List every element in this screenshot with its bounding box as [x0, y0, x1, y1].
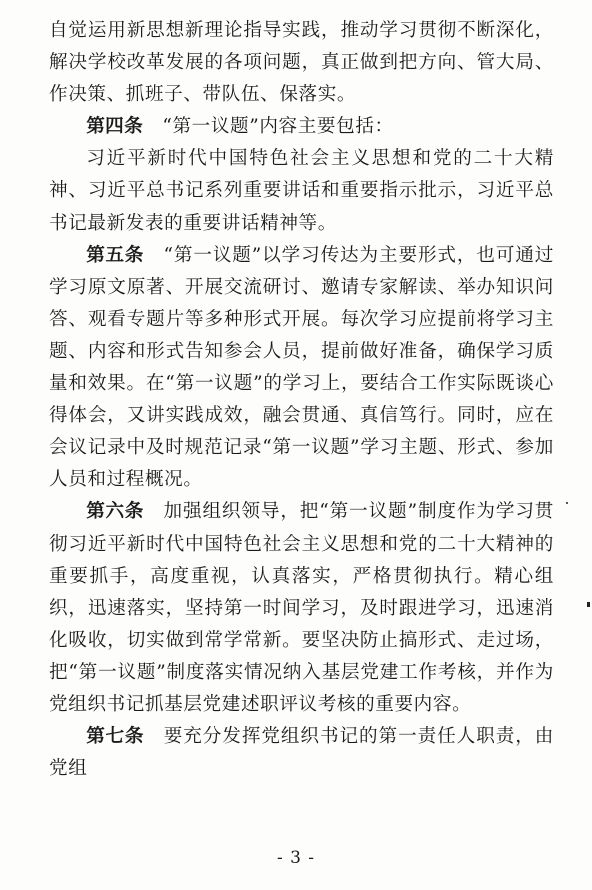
article-4-content [49, 143, 554, 239]
article-heading: 第六条 [86, 501, 145, 523]
paragraph-continuation [49, 15, 554, 111]
article-heading: 第五条 [86, 244, 145, 266]
scan-edge-mark [587, 602, 590, 607]
scan-speck [566, 502, 568, 504]
paragraph-text: 加强组织领导，把“第一议题”制度作为学习贯彻习近平新时代中国特色社会主义思想和党的二十大精神的重要抓手，高度重视，认真落实，严格贯彻执行。精心组织，迅速落实，坚持第一时间学习，及时跟进学习，迅速消化吸收，切实做到常学常新。要坚决防止搞形式、走过场，把“第一议题”制度落实情况纳入基层党建工作考核，并作为党组织书记抓基层党建述职评议考核的重要内容。 [49, 501, 554, 715]
paragraph-text: “第一议题”内容主要包括： [143, 116, 394, 138]
article-heading: 第七条 [86, 726, 145, 748]
paragraph-text: 自觉运用新思想新理论指导实践，推动学习贯彻不断深化，解决学校改革发展的各项问题，真正做到把方向、管大局、作决策、抓班子、带队伍、保落实。 [49, 20, 554, 106]
article-6 [49, 496, 554, 721]
article-7 [49, 721, 554, 785]
page-number: - 3 - [276, 848, 316, 868]
paragraph-text: 要充分发挥党组织书记的第一责任人职责，由党组 [49, 726, 554, 780]
article-5 [49, 240, 554, 497]
paragraph-text: 习近平新时代中国特色社会主义思想和党的二十大精神、习近平总书记系列重要讲话和重要指示批示，习近平总书记最新发表的重要讲话精神等。 [49, 148, 554, 234]
article-4 [49, 111, 554, 143]
paragraph-text: “第一议题”以学习传达为主要形式，也可通过学习原文原著、开展交流研讨、邀请专家解读、举办知识问答、观看专题片等多种形式开展。每次学习应提前将学习主题、内容和形式告知参会人员，提前做好准备，确保学习质量和效果。在“第一议题”的学习上，要结合工作实际既谈心得体会，又讲实践成效，融会贯通、真信笃行。同时，应在会议记录中及时规范记录“第一议题”学习主题、形式、参加人员和过程概况。 [49, 244, 554, 491]
document-body [49, 15, 554, 785]
article-heading: 第四条 [86, 116, 144, 138]
